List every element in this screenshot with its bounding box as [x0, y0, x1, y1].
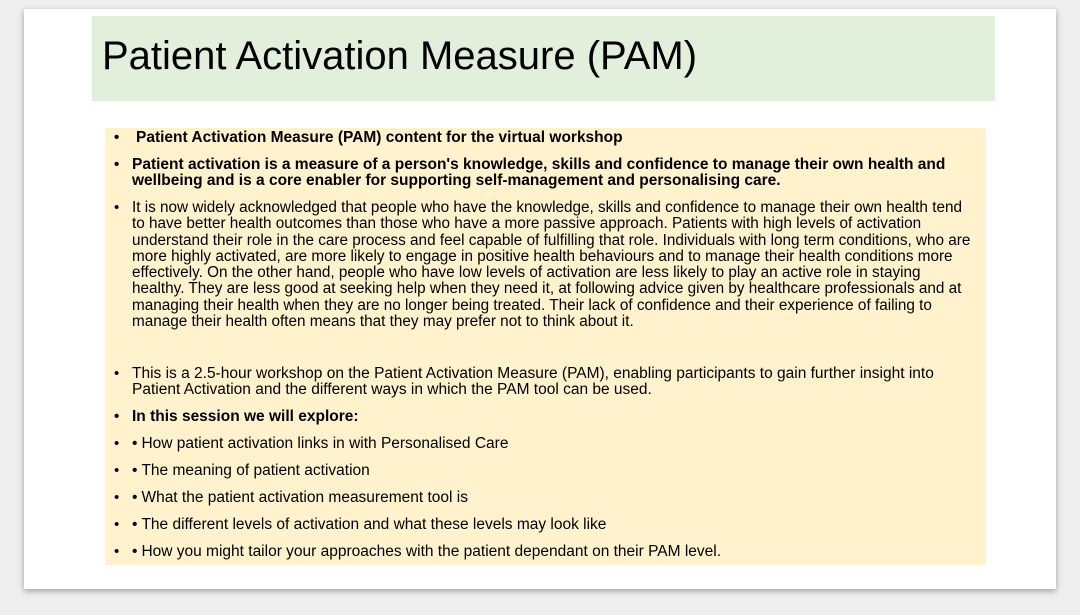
bullet-content: [132, 517, 977, 533]
sub-bullet-icon: •: [132, 543, 138, 560]
bullet-text: It is now widely acknowledged that people who have the knowledge, skills and confidence to manage their own health tend to have better health outcomes than those who have a more passive approach. Patients with high levels of activation understand their role in the care process and feel capable of fulfilling that role. Individuals with long term conditions, who are more highly activated, are more likely to engage in positive health behaviours and to manage their health conditions more effectively. On the other hand, people who have low levels of activation are less likely to play an active role in staying healthy. They are less good at seeking help when they need it, at following advice given by healthcare professionals and at managing their health when they are no longer being treated. Their lack of confidence and their experience of failing to manage their health often means that they may prefer not to think about it.: [132, 199, 971, 331]
sub-bullet-icon: •: [132, 462, 138, 479]
sub-bullet-icon: •: [132, 516, 138, 533]
bullet-text: Patient Activation Measure (PAM) content for the virtual workshop: [136, 129, 623, 146]
bullet-text: How patient activation links in with Personalised Care: [141, 435, 509, 452]
bullet-text: Patient activation is a measure of a person's knowledge, skills and confidence to manage their own health and wellbeing and is a core enabler for supporting self-management and personalising care.: [132, 156, 946, 189]
bullet-text: What the patient activation measurement tool is: [141, 489, 468, 506]
bullet-icon: •: [114, 408, 120, 425]
bullet-content: [132, 490, 977, 506]
bullet-text: The meaning of patient activation: [141, 462, 370, 479]
bullet-icon: •: [114, 129, 120, 146]
bullet-icon: •: [114, 543, 120, 560]
bullet-text: The different levels of activation and what these levels may look like: [141, 516, 607, 533]
bullet-icon: •: [114, 489, 120, 506]
bullet-icon: •: [114, 516, 120, 533]
slide-title: Patient Activation Measure (PAM): [102, 34, 698, 78]
bullet-content: [132, 436, 977, 452]
bullet-content: [132, 463, 977, 479]
bullet-icon: •: [114, 199, 120, 216]
bullet-content: [132, 544, 977, 560]
sub-bullet-icon: •: [132, 489, 138, 506]
bullet-icon: •: [114, 435, 120, 452]
bullet-text: In this session we will explore:: [132, 408, 359, 425]
bullet-icon: •: [114, 365, 120, 382]
slide: [24, 9, 1056, 589]
sub-bullet-icon: •: [132, 435, 138, 452]
content-box: [105, 128, 986, 565]
title-band: [92, 16, 995, 101]
bullet-icon: •: [114, 462, 120, 479]
bullet-icon: •: [114, 156, 120, 173]
bullet-text: How you might tailor your approaches with the patient dependant on their PAM level.: [141, 543, 722, 560]
bullet-text: This is a 2.5-hour workshop on the Patient Activation Measure (PAM), enabling participants to gain further insight into Patient Activation and the different ways in which the PAM tool can be used.: [132, 365, 934, 398]
